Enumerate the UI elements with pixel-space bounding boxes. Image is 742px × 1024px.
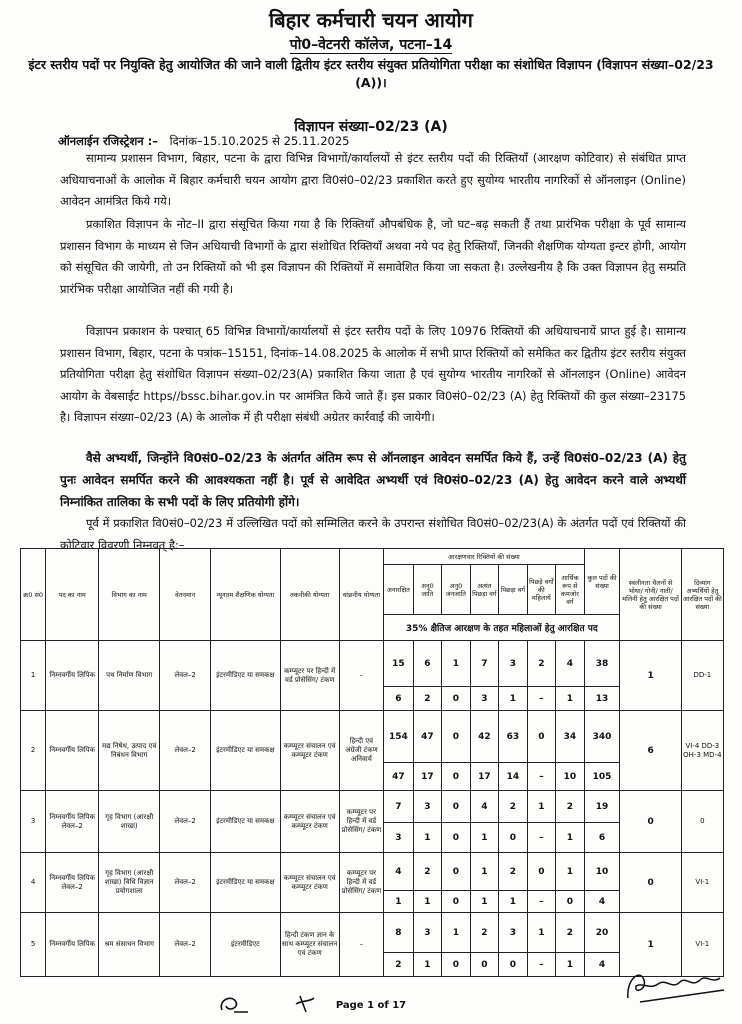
header-sno: क्र0 सं0 — [21, 549, 46, 641]
cell-tech: हिन्दी टंकण ज्ञान के साथ कम्प्यूटर संचालन एवं टंकण — [280, 913, 339, 977]
cell-women: 1 — [499, 891, 528, 913]
cell-sno: 2 — [21, 711, 46, 791]
cell-vacancy: 1 — [556, 853, 585, 891]
cell-vacancy: 8 — [384, 913, 414, 953]
cell-vacancy: 0 — [527, 853, 556, 891]
cell-blind: 6 — [620, 711, 681, 791]
cell-vacancy: 2 — [413, 853, 442, 891]
vacancy-table — [20, 548, 724, 977]
registration-line — [58, 134, 349, 149]
cell-pref: – — [339, 913, 383, 977]
cell-post: निम्नवर्गीय लिपिक — [46, 711, 99, 791]
cell-vacancy: 3 — [499, 913, 528, 953]
cell-pay: लेवल–2 — [160, 913, 211, 977]
cell-pref: कम्प्यूटर पर हिन्दी में वर्ड प्रोसेसिंग/ टंकण — [339, 853, 383, 913]
cell-women-total: 6 — [584, 823, 620, 853]
cell-vacancy: 4 — [556, 641, 585, 687]
cell-dept: पथ निर्माण विभाग — [99, 641, 160, 711]
table-row — [21, 853, 724, 891]
header-vacancy-group: आरक्षणवार रिक्तियों की संख्या — [384, 549, 585, 565]
cell-women: 0 — [442, 953, 471, 977]
notice-subject: इंटर स्तरीय पदों पर नियुक्ति हेतु आयोजित की जाने वाली द्वितीय इंटर स्तरीय संयुक्त प्रतियोगिता परीक्षा का संशोधित विज्ञापन (विज्ञापन संख्या–02/23 (A))। — [28, 57, 714, 90]
cell-total: 20 — [584, 913, 620, 953]
cell-vacancy: 34 — [556, 711, 585, 763]
cell-women: 3 — [384, 823, 414, 853]
cell-vacancy: 3 — [413, 913, 442, 953]
cell-sno: 3 — [21, 791, 46, 853]
cell-pref: हिन्दी एवं अंग्रेजी टंकण अनिवार्य — [339, 711, 383, 791]
cell-vacancy: 6 — [413, 641, 442, 687]
header-pref: वांछनीय योग्यता — [339, 549, 383, 641]
header-dept: विभाग का नाम — [99, 549, 160, 641]
cell-women: 0 — [442, 891, 471, 913]
cell-women: – — [527, 891, 556, 913]
cell-dept: गृह विभाग (आरक्षी शाखा) — [99, 791, 160, 853]
cell-tech: कम्प्यूटर संचालन एवं कम्प्यूटर टंकण — [280, 853, 339, 913]
table-row — [21, 641, 724, 687]
cell-women-total: 105 — [584, 763, 620, 791]
registration-dates: दिनांक–15.10.2025 से 25.11.2025 — [169, 134, 350, 148]
cell-women: 47 — [384, 763, 414, 791]
cell-women: 1 — [384, 891, 414, 913]
cell-women: 0 — [442, 763, 471, 791]
cell-women-total: 13 — [584, 687, 620, 711]
cell-tech: कम्प्यूटर संचालन एवं कम्प्यूटर टंकण — [280, 791, 339, 853]
cell-blind: 1 — [620, 641, 681, 711]
paragraph-4-bold: वैसे अभ्यर्थी, जिन्होंने वि0सं0–02/23 के अंतर्गत अंतिम रूप से ऑनलाइन आवेदन समर्पित किये हैं, उन्हें वि0सं0–02/23 (A) हेतु पुनः आवेदन समर्पित करने की आवश्यकता नहीं है। पूर्व से आवेदित अभ्यर्थी एवं वि0सं0–02/23 (A) हेतु आवेदन करने वाले अभ्यर्थी निम्नांकित तालिका के सभी पदों के लिए प्रतियोगी होंगे। — [60, 451, 686, 509]
header-cat-st: अनु0 जनजाति — [442, 565, 471, 615]
cell-blind: 0 — [620, 791, 681, 853]
cell-vacancy: 154 — [384, 711, 414, 763]
cell-vacancy: 0 — [442, 791, 471, 823]
cell-women-total: 4 — [584, 891, 620, 913]
paragraph-2: प्रकाशित विज्ञापन के नोट–II द्वारा संसूचित किया गया है कि रिक्तियाँ औपबंधिक है, जो घट–बढ़ सकती हैं तथा प्रारंभिक परीक्षा के पूर्व सामान्य प्रशासन विभाग के माध्यम से जिन अधियाची विभागों के द्वारा संशोधित रिक्तियाँ अथवा नये पद हेतु रिक्तियाँ, जिनकी शैक्षणिक योग्यता इन्टर होगी, आयोग को संसूचित की जायेगी, तो उन रिक्तियों को भी इस विज्ञापन की रिक्तियों में समावेशित किया जा सकता है। उल्लेखनीय है कि उक्त विज्ञापन हेतु सम्प्रति प्रारंभिक परीक्षा आयोजित नहीं की गयी है। — [60, 217, 686, 296]
advertisement-number: विज्ञापन संख्या–02/23 (A) — [294, 119, 448, 135]
header-cat-bcw: पिछड़े वर्गों की महिलायें — [527, 565, 556, 615]
cell-women: – — [527, 953, 556, 977]
paragraph-5: पूर्व में प्रकाशित वि0सं0–02/23 में उल्लिखित पदों को सम्मिलित करने के उपरान्त संशोधित वि0सं0–02/23(A) के अंतर्गत पदों एवं रिक्तियों की कोटिवार विवरणी निम्नवत् है:– — [60, 516, 686, 552]
cell-vacancy: 1 — [527, 791, 556, 823]
cell-post: निम्नवर्गीय लिपिक लेवल–2 — [46, 853, 99, 913]
cell-vacancy: 1 — [442, 641, 471, 687]
cell-sno: 5 — [21, 913, 46, 977]
cell-pay: लेवल–2 — [160, 641, 211, 711]
cell-vacancy: 4 — [384, 853, 414, 891]
header-total: कुल पदों की संख्या — [584, 549, 620, 615]
cell-sno: 1 — [21, 641, 46, 711]
cell-vacancy: 2 — [499, 791, 528, 823]
cell-pwd: VI-1 — [681, 913, 723, 977]
cell-vacancy: 2 — [556, 791, 585, 823]
cell-women: 0 — [442, 687, 471, 711]
cell-edu: इंटरमीडिएट या समकक्ष — [210, 791, 280, 853]
cell-women: 0 — [442, 823, 471, 853]
cell-post: निम्नवर्गीय लिपिक लेवल–2 — [46, 791, 99, 853]
women-reservation-note: 35% क्षैतिज आरक्षण के तहत महिलाओं हेतु आरक्षित पद — [384, 615, 620, 641]
cell-women: 1 — [470, 891, 499, 913]
cell-women: 1 — [499, 687, 528, 711]
cell-vacancy: 1 — [470, 853, 499, 891]
cell-sno: 4 — [21, 853, 46, 913]
cell-vacancy: 1 — [442, 913, 471, 953]
cell-women: 1 — [413, 823, 442, 853]
cell-vacancy: 7 — [470, 641, 499, 687]
cell-vacancy: 0 — [527, 711, 556, 763]
cell-women: 1 — [556, 953, 585, 977]
cell-women: 0 — [556, 891, 585, 913]
cell-pay: लेवल–2 — [160, 853, 211, 913]
cell-women: 1 — [413, 891, 442, 913]
cell-pay: लेवल–2 — [160, 711, 211, 791]
table-row — [21, 913, 724, 953]
cell-vacancy: 0 — [442, 853, 471, 891]
header-cat-ebc: अत्यंत पिछड़ा वर्ग — [470, 565, 499, 615]
cell-edu: इंटरमीडिएट या समकक्ष — [210, 853, 280, 913]
cell-total: 340 — [584, 711, 620, 763]
header-cat-ur: अनारक्षित — [384, 565, 414, 615]
cell-edu: इंटरमीडिएट — [210, 913, 280, 977]
cell-vacancy: 3 — [413, 791, 442, 823]
header-cat-sc: अनु0 जाति — [413, 565, 442, 615]
cell-post: निम्नवर्गीय लिपिक — [46, 913, 99, 977]
cell-vacancy: 2 — [556, 913, 585, 953]
cell-dept: गृह विभाग (आरक्षी शाखा) विधि विज्ञान प्रयोगशाला — [99, 853, 160, 913]
cell-total: 19 — [584, 791, 620, 823]
cell-vacancy: 0 — [442, 711, 471, 763]
cell-women: 10 — [556, 763, 585, 791]
cell-blind: 0 — [620, 853, 681, 913]
cell-vacancy: 15 — [384, 641, 414, 687]
cell-women: – — [527, 823, 556, 853]
cell-pref: कम्प्यूटर पर हिन्दी में वर्ड प्रोसेसिंग/ टंकण — [339, 791, 383, 853]
cell-pay: लेवल–2 — [160, 791, 211, 853]
header-pwd: दिव्यांग अभ्यर्थियों हेतु आरक्षित पदों की संख्या — [681, 549, 723, 641]
header-tech: तकनीकी योग्यता — [280, 549, 339, 641]
header-blind: स्वलीनता चैलनों से भोथा/ गोनी/ नाती/ मलिनी हेतु आरक्षित पदों की संख्या — [620, 549, 681, 641]
header-edu: न्यूनतम शैक्षणिक योग्यता — [210, 549, 280, 641]
cell-pwd: VI-1 — [681, 853, 723, 913]
cell-women: 0 — [470, 953, 499, 977]
cell-vacancy: 2 — [470, 913, 499, 953]
cell-women: 2 — [384, 953, 414, 977]
cell-women: 14 — [499, 763, 528, 791]
cell-women: 6 — [384, 687, 414, 711]
cell-women: 2 — [413, 687, 442, 711]
cell-vacancy: 2 — [527, 641, 556, 687]
registration-label: ऑनलाईन रजिस्ट्रेशन :– — [58, 134, 158, 148]
cell-dept: मद्य निषेध, उत्पाद एवं निबंधन विभाग — [99, 711, 160, 791]
header-post: पद का नाम — [46, 549, 99, 641]
cell-vacancy: 47 — [413, 711, 442, 763]
cell-women: 1 — [556, 823, 585, 853]
cell-women: 1 — [470, 823, 499, 853]
cell-vacancy: 42 — [470, 711, 499, 763]
cell-vacancy: 7 — [384, 791, 414, 823]
org-title: बिहार कर्मचारी चयन आयोग — [269, 8, 473, 32]
table-row — [21, 791, 724, 823]
page-number: Page 1 of 17 — [335, 1000, 407, 1011]
cell-vacancy: 1 — [527, 913, 556, 953]
cell-pwd: VI-4 DD-3 OH-3 MD-4 — [681, 711, 723, 791]
cell-edu: इंटरमीडिएट या समकक्ष — [210, 711, 280, 791]
cell-women: 1 — [413, 953, 442, 977]
cell-women: 1 — [556, 687, 585, 711]
org-address — [0, 35, 742, 54]
cell-vacancy: 3 — [499, 641, 528, 687]
cell-total: 10 — [584, 853, 620, 891]
cell-women: – — [527, 687, 556, 711]
cell-edu: इंटरमीडिएट या समकक्ष — [210, 641, 280, 711]
cell-tech: कम्प्यूटर संचालन एवं कम्प्यूटर टंकण — [280, 711, 339, 791]
cell-women-total: 4 — [584, 953, 620, 977]
cell-dept: श्रम संसाधन विभाग — [99, 913, 160, 977]
cell-vacancy: 63 — [499, 711, 528, 763]
org-address-text: पो0–वेटनरी कॉलेज, पटना–14 — [289, 37, 453, 53]
header-cat-ews: आर्थिक रूप से कमजोर वर्ग — [556, 565, 585, 615]
cell-post: निम्नवर्गीय लिपिक — [46, 641, 99, 711]
cell-pwd: 0 — [681, 791, 723, 853]
cell-blind: 1 — [620, 913, 681, 977]
cell-tech: कम्प्यूटर पर हिन्दी में वर्ड प्रोसेसिंग/ टंकण — [280, 641, 339, 711]
cell-pwd: DD-1 — [681, 641, 723, 711]
paragraph-1: सामान्य प्रशासन विभाग, बिहार, पटना के द्वारा विभिन्न विभागों/कार्यालयों से इंटर स्तरीय पदों की रिक्तियाँ (आरक्षण कोटिवार) से संबंधित प्राप्त अधियाचनाओं के आलोक में बिहार कर्मचारी चयन आयोग द्वारा वि0सं0–02/23 प्रकाशित करते हुए सुयोग्य भारतीय नागरिकों से ऑनलाइन (Online) आवेदन आमंत्रित किये गये। — [60, 151, 686, 209]
cell-pref: – — [339, 641, 383, 711]
header-cat-bc: पिछड़ा वर्ग — [499, 565, 528, 615]
cell-women: – — [527, 763, 556, 791]
cell-total: 38 — [584, 641, 620, 687]
table-row — [21, 711, 724, 763]
cell-women: 17 — [413, 763, 442, 791]
cell-women: 3 — [470, 687, 499, 711]
cell-women: 0 — [499, 823, 528, 853]
cell-women: 17 — [470, 763, 499, 791]
cell-vacancy: 2 — [499, 853, 528, 891]
paragraph-3: विज्ञापन प्रकाशन के पश्चात् 65 विभिन्न विभागों/कार्यालयों से इंटर स्तरीय पदों के लिए 10976 रिक्तियों की अधियाचनायें प्राप्त हुई है। सामान्य प्रशासन विभाग, बिहार, पटना के पत्रांक–15151, दिनांक–14.08.2025 के आलोक में सभी प्राप्त रिक्तियों को समेकित कर द्वितीय इंटर स्तरीय संयुक्त प्रतियोगिता परीक्षा हेतु संशोधित विज्ञापन संख्या–02/23(A) प्रकाशित किया जाता है एवं सुयोग्य भारतीय नागरिकों से ऑनलाइन (Online) आवेदन आयोग के वेबसाईट https//bssc.bihar.gov.in पर आमंत्रित किये जाते हैं। इस प्रकार वि0सं0–02/23 (A) हेतु रिक्तियों की कुल संख्या–23175 है। विज्ञापन संख्या–02/23 (A) के आलोक में ही परीक्षा संबंधी अग्रेतर कार्रवाई की जायेगी। — [60, 324, 686, 425]
cell-vacancy: 4 — [470, 791, 499, 823]
header-pay: वेतनमान — [160, 549, 211, 641]
cell-women: 0 — [499, 953, 528, 977]
